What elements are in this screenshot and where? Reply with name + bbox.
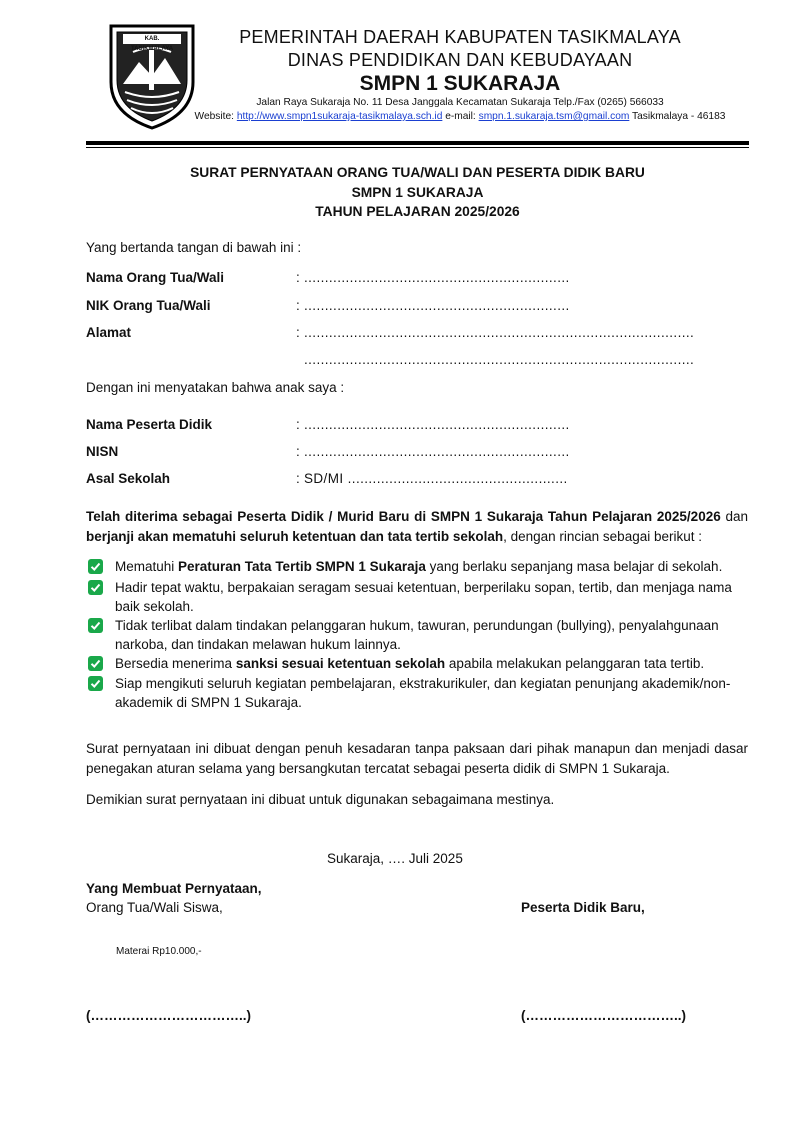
colon: :	[296, 298, 300, 313]
student-signature-line[interactable]: (……………………………..)	[521, 1008, 686, 1023]
parent-name-field[interactable]: ................................................................	[304, 270, 570, 285]
logo-label: KAB. TASIKMALAYA	[130, 36, 174, 52]
acceptance-bold-1: Telah diterima sebagai Peserta Didik / Murid Baru di SMPN 1 Sukaraja Tahun Pelajaran 2025/2026	[86, 509, 721, 524]
acceptance-text-1: dan	[720, 509, 748, 524]
commitment-item	[115, 557, 745, 576]
document-subtitle-school: SMPN 1 SUKARAJA	[351, 185, 484, 200]
commitment-item	[115, 654, 745, 673]
place-date: Sukaraja, …. Juli 2025	[327, 851, 463, 866]
school-address: Jalan Raya Sukaraja No. 11 Desa Janggala Kecamatan Sukaraja Telp./Fax (0265) 566033	[256, 97, 664, 108]
school-name: SMPN 1 SUKARAJA	[359, 72, 561, 95]
closing-paragraph: Surat pernyataan ini dibuat dengan penuh kesadaran tanpa paksaan dari pihak manapun dan menjadi dasar penegakan aturan selama yang bersangkutan tercatat sebagai peserta didik di SMPN 1 Sukaraja.	[86, 741, 748, 776]
statement-intro: Dengan ini menyatakan bahwa anak saya :	[86, 380, 345, 395]
website-link[interactable]: http://www.smpn1sukaraja-tasikmalaya.sch.id	[236, 111, 443, 122]
letterhead-divider	[86, 141, 749, 145]
acceptance-bold-2: berjanji akan mematuhi seluruh ketentuan dan tata tertib sekolah	[86, 529, 504, 544]
parent-signature-line[interactable]: (……………………………..)	[86, 1008, 251, 1023]
commitment-text: Hadir tepat waktu, berpakaian seragam sesuai ketentuan, berperilaku sopan, tertib, dan menjaga nama baik sekolah.	[115, 580, 732, 614]
government-name: PEMERINTAH DAERAH KABUPATEN TASIKMALAYA	[239, 27, 681, 47]
origin-school-field[interactable]: SD/MI .....................................................	[304, 471, 568, 486]
parent-signature-label: Orang Tua/Wali Siswa,	[86, 900, 223, 915]
email-prefix: e-mail:	[442, 111, 479, 122]
letterhead-divider-thin	[86, 147, 749, 148]
colon: :	[296, 417, 300, 432]
acceptance-text-2: , dengan rincian sebagai berikut :	[503, 529, 702, 544]
colon: :	[296, 444, 300, 459]
department-name: DINAS PENDIDIKAN DAN KEBUDAYAAN	[287, 50, 633, 70]
nisn-field[interactable]: ................................................................	[304, 444, 570, 459]
address-label: Alamat	[86, 325, 132, 340]
city-zip: Tasikmalaya - 46183	[629, 111, 726, 122]
commitment-bold: Peraturan Tata Tertib SMPN 1 Sukaraja	[178, 559, 426, 574]
check-icon	[88, 618, 103, 633]
commitment-text: apabila melakukan pelanggaran tata tertib.	[445, 656, 705, 671]
check-icon	[88, 559, 103, 574]
address-field[interactable]: ..............................................................................................	[304, 325, 695, 340]
commitment-text: yang berlaku sepanjang masa belajar di sekolah.	[425, 559, 723, 574]
parent-nik-field[interactable]: ................................................................	[304, 298, 570, 313]
student-name-label: Nama Peserta Didik	[86, 417, 213, 432]
document-title: SURAT PERNYATAAN ORANG TUA/WALI DAN PESERTA DIDIK BARU	[190, 165, 645, 180]
nisn-label: NISN	[86, 444, 119, 459]
commitment-text: Mematuhi	[115, 559, 179, 574]
colon: :	[296, 325, 300, 340]
document-subtitle-year: TAHUN PELAJARAN 2025/2026	[315, 204, 520, 219]
parent-name-label: Nama Orang Tua/Wali	[86, 270, 225, 285]
student-name-field[interactable]: ................................................................	[304, 417, 570, 432]
commitment-item	[115, 674, 745, 712]
commitment-text: Bersedia menerima	[115, 656, 236, 671]
colon: :	[296, 471, 300, 486]
intro-text: Yang bertanda tangan di bawah ini :	[86, 240, 302, 255]
parent-nik-label: NIK Orang Tua/Wali	[86, 298, 211, 313]
commitment-text: Tidak terlibat dalam tindakan pelanggaran hukum, tawuran, perundungan (bullying), penyalahgunaan narkoba, dan tindakan melawan hukum lainnya.	[115, 618, 719, 652]
check-icon	[88, 656, 103, 671]
email-link[interactable]: smpn.1.sukaraja.tsm@gmail.com	[478, 111, 630, 122]
student-signature-label: Peserta Didik Baru,	[521, 900, 645, 915]
commitment-item	[115, 578, 745, 616]
address-field-line2[interactable]: ..............................................................................................	[304, 352, 695, 367]
commitment-bold: sanksi sesuai ketentuan sekolah	[235, 656, 446, 671]
commitment-text: Siap mengikuti seluruh kegiatan pembelajaran, ekstrakurikuler, dan kegiatan penunjang akademik/non-akademik di SMPN 1 Sukaraja.	[115, 676, 731, 710]
maker-heading: Yang Membuat Pernyataan,	[86, 881, 262, 896]
check-icon	[88, 676, 103, 691]
school-contact	[160, 111, 760, 122]
acceptance-paragraph	[86, 507, 748, 547]
website-prefix: Website:	[194, 111, 237, 122]
colon: :	[296, 270, 300, 285]
check-icon	[88, 580, 103, 595]
commitment-item	[115, 616, 745, 654]
stamp-duty-note: Materai Rp10.000,-	[116, 946, 202, 957]
closing-statement: Demikian surat pernyataan ini dibuat untuk digunakan sebagaimana mestinya.	[86, 792, 555, 807]
origin-school-label: Asal Sekolah	[86, 471, 171, 486]
